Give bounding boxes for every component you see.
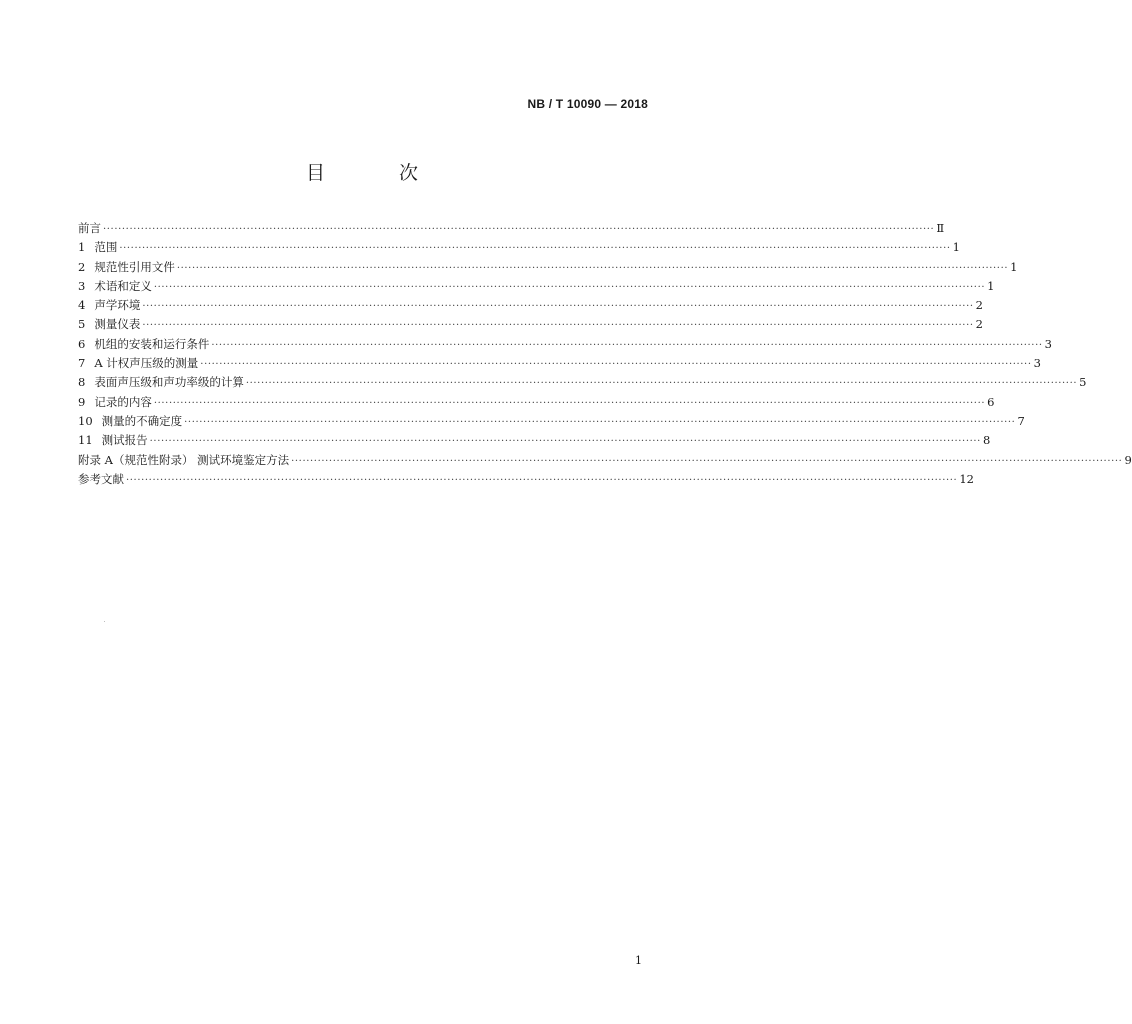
toc-entry[interactable] — [78, 451, 1132, 470]
dot-leader: ···························································································································································································································· — [200, 359, 1032, 371]
toc-entry[interactable] — [78, 354, 1041, 373]
toc-entry[interactable] — [78, 393, 995, 412]
toc-entry-label: A 计权声压级的测量 — [94, 356, 199, 371]
toc-entry-page: Ⅱ — [936, 221, 945, 235]
toc-entry-label: 测试报告 — [101, 433, 148, 448]
dot-leader: ···························································································································································································································· — [184, 416, 1016, 428]
toc-entry-page: 1 — [952, 240, 960, 255]
toc-entry[interactable] — [78, 470, 974, 489]
dot-leader: ···························································································································································································································· — [153, 397, 986, 409]
toc-entry[interactable] — [78, 315, 983, 334]
toc-entry-label: 机组的安装和运行条件 — [94, 336, 210, 351]
toc-entry-number: 7 — [78, 356, 86, 371]
toc-entry-label: 附录 A（规范性附录） 测试环境鉴定方法 — [78, 452, 290, 467]
toc-entry-number: 3 — [78, 278, 86, 293]
toc-entry-label: 测量的不确定度 — [101, 413, 183, 428]
standard-code: NB / T 10090 — 2018 — [527, 97, 648, 111]
toc-entry-label: 前言 — [78, 221, 101, 235]
toc-entry-label: 术语和定义 — [94, 278, 152, 293]
toc-entry-number: 1 — [78, 240, 86, 255]
toc-title: 目 次 — [305, 162, 453, 184]
toc-entry-number: 11 — [78, 433, 93, 448]
dot-leader: ···························································································································································································································· — [245, 378, 1078, 390]
toc-entry-number: 4 — [78, 298, 86, 313]
toc-entry-page: 2 — [975, 298, 983, 313]
toc-entry[interactable] — [78, 296, 983, 315]
toc-entry-page: 8 — [982, 433, 991, 448]
toc-entry[interactable] — [78, 277, 995, 296]
toc-entry[interactable] — [78, 412, 1025, 431]
dot-leader: ···························································································································································································································· — [149, 436, 981, 448]
toc-entry[interactable] — [78, 238, 960, 257]
toc-entry-number: 6 — [78, 336, 86, 351]
toc-entry-label: 表面声压级和声功率级的计算 — [94, 375, 244, 390]
dot-leader: ···························································································································································································································· — [142, 301, 974, 313]
dot-leader: ···························································································································································································································· — [211, 339, 1043, 351]
dot-leader: ···························································································································································································································· — [153, 281, 986, 293]
toc-entry-label: 规范性引用文件 — [94, 259, 175, 274]
toc-entry[interactable] — [78, 258, 1018, 277]
toc-entry[interactable] — [78, 373, 1087, 392]
toc-entry[interactable] — [78, 431, 991, 450]
dot-leader: ···························································································································································································································· — [291, 455, 1123, 467]
toc-entry-page: 6 — [987, 394, 995, 409]
scan-speck — [104, 621, 105, 622]
dot-leader: ···························································································································································································································· — [103, 224, 935, 235]
page-number: 1 — [635, 954, 642, 967]
dot-leader: ···························································································································································································································· — [126, 474, 958, 486]
toc-entry-label: 参考文献 — [78, 471, 124, 486]
toc-entry-label: 测量仪表 — [94, 317, 141, 332]
toc-entry-page: 5 — [1079, 375, 1087, 390]
toc-entry-page: 12 — [959, 471, 974, 486]
toc-entry-page: 3 — [1033, 356, 1041, 371]
toc-entry-number: 5 — [78, 317, 86, 332]
dot-leader: ···························································································································································································································· — [176, 262, 1009, 274]
toc-entry-page: 2 — [975, 317, 983, 332]
toc-entry-label: 记录的内容 — [94, 394, 152, 409]
toc-entry-number: 8 — [78, 375, 86, 390]
toc-entry-label: 范围 — [94, 240, 118, 255]
toc-entry-page: 1 — [987, 278, 995, 293]
toc-entry-page: 9 — [1124, 452, 1132, 467]
toc-entry-label: 声学环境 — [94, 298, 141, 313]
toc-entry-number: 9 — [78, 394, 86, 409]
dot-leader: ···························································································································································································································· — [142, 320, 974, 332]
toc-entry-number: 2 — [78, 259, 86, 274]
toc-entry-number: 10 — [78, 413, 93, 428]
toc-entry-page: 7 — [1017, 413, 1025, 428]
toc-entry-page: 1 — [1010, 259, 1018, 274]
dot-leader: ···························································································································································································································· — [119, 243, 951, 255]
toc-entry[interactable] — [78, 335, 1052, 354]
table-of-contents — [78, 219, 1132, 489]
toc-entry[interactable] — [78, 219, 945, 238]
toc-entry-page: 3 — [1044, 336, 1052, 351]
